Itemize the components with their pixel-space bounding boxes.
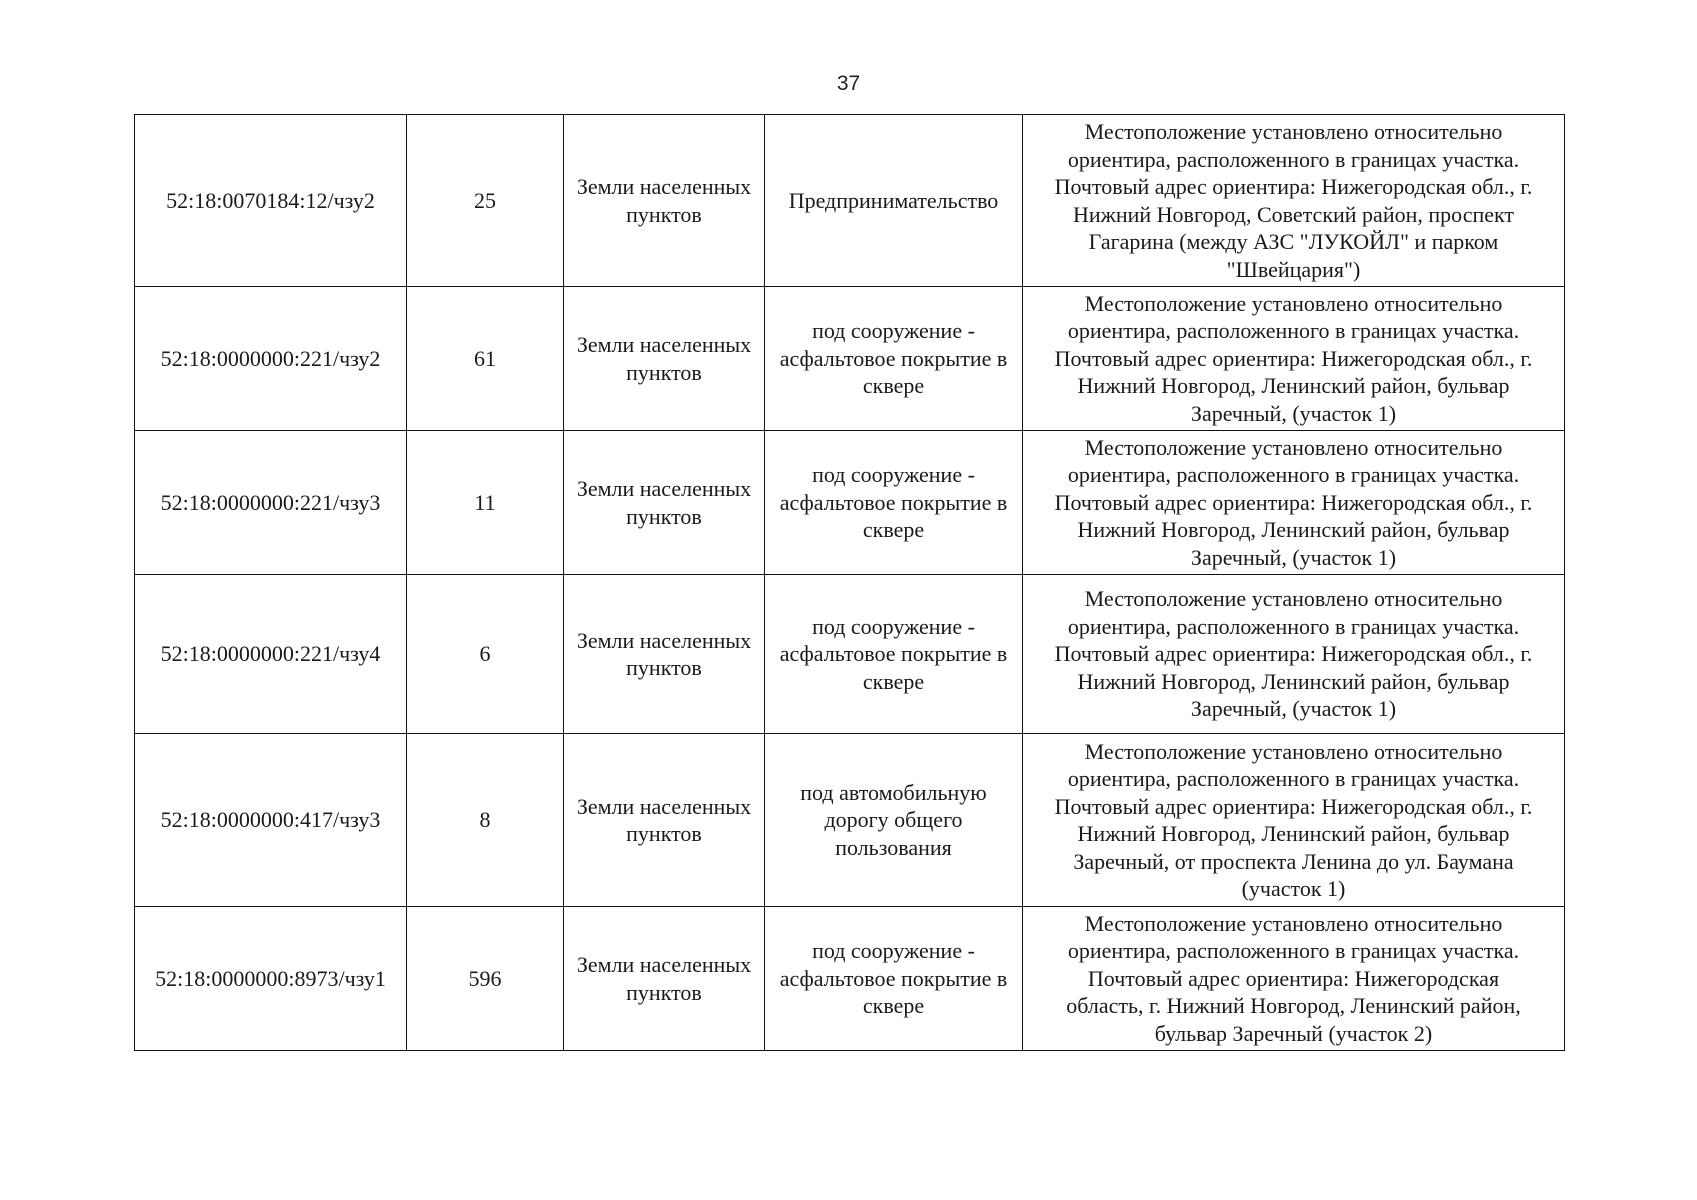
text-line: асфальтовое покрытие в (779, 345, 1008, 371)
text-line: асфальтовое покрытие в (779, 641, 1008, 667)
text-line: (участок 1) (1241, 876, 1346, 901)
text-line: бульвар Заречный (участок 2) (1154, 1020, 1433, 1046)
text-line: сквере (862, 668, 925, 694)
area-cell: 6 (407, 575, 564, 734)
location-cell (1023, 575, 1565, 734)
text-line: сквере (862, 373, 925, 399)
text-line: Земли населенных (576, 174, 752, 199)
text-line: Нижний Новгород, Ленинский район, бульвар (1077, 373, 1510, 399)
location-cell (1023, 907, 1565, 1051)
text-line: ориентира, расположенного в границах участка. (1067, 146, 1520, 172)
text-line: под автомобильную (800, 779, 987, 805)
text-line: Почтовый адрес ориентира: Нижегородская (1087, 965, 1500, 991)
text-line: Местоположение установлено относительно (1084, 586, 1503, 612)
land-plots-table (134, 114, 1565, 1051)
text-line: пунктов (626, 979, 702, 1005)
cadastral-number-cell: 52:18:0000000:221/чзу3 (135, 431, 407, 575)
text-line: Почтовый адрес ориентира: Нижегородская обл., г. (1054, 345, 1533, 371)
text-line: Заречный, (участок 1) (1190, 696, 1397, 722)
text-line: ориентира, расположенного в границах участка. (1067, 613, 1520, 639)
text-line: сквере (862, 517, 925, 543)
cadastral-number-cell: 52:18:0000000:221/чзу2 (135, 287, 407, 431)
text-line: ориентира, расположенного в границах участка. (1067, 462, 1520, 488)
text-line: Земли населенных (576, 952, 752, 977)
cadastral-number-cell: 52:18:0000000:417/чзу3 (135, 734, 407, 907)
text-line: ориентира, расположенного в границах участка. (1067, 318, 1520, 344)
table-row (135, 575, 1565, 734)
text-line: ориентира, расположенного в границах участка. (1067, 938, 1520, 964)
text-line: "Швейцария") (1226, 256, 1361, 282)
text-line: под сооружение - (812, 462, 975, 488)
location-cell (1023, 734, 1565, 907)
text-line: Почтовый адрес ориентира: Нижегородская обл., г. (1054, 793, 1533, 819)
text-line: Местоположение установлено относительно (1084, 738, 1503, 764)
text-line: асфальтовое покрытие в (779, 965, 1008, 991)
text-line: сквере (862, 993, 925, 1019)
table-row (135, 287, 1565, 431)
text-line: дорогу общего (824, 807, 963, 833)
permitted-use-cell (765, 907, 1023, 1051)
text-line: Земли населенных (576, 793, 752, 819)
land-category-cell (564, 734, 765, 907)
permitted-use-cell (765, 287, 1023, 431)
text-line: пунктов (626, 201, 702, 227)
land-category-cell (564, 575, 765, 734)
location-cell (1023, 115, 1565, 287)
text-line: Почтовый адрес ориентира: Нижегородская обл., г. (1054, 489, 1533, 515)
cadastral-number-cell: 52:18:0000000:221/чзу4 (135, 575, 407, 734)
text-line: под сооружение - (812, 938, 975, 964)
table-row (135, 431, 1565, 575)
text-line: Заречный, (участок 1) (1190, 400, 1397, 426)
permitted-use-cell (765, 734, 1023, 907)
text-line: Гагарина (между АЗС "ЛУКОЙЛ" и парком (1088, 229, 1499, 254)
area-cell: 8 (407, 734, 564, 907)
table-row (135, 907, 1565, 1051)
area-cell: 61 (407, 287, 564, 431)
text-line: Местоположение установлено относительно (1084, 434, 1503, 460)
text-line: под сооружение - (812, 613, 975, 639)
land-category-cell (564, 287, 765, 431)
text-line: пунктов (626, 503, 702, 529)
text-line: пунктов (626, 821, 702, 846)
text-line: область, г. Нижний Новгород, Ленинский район, (1066, 993, 1521, 1019)
text-line: Нижний Новгород, Советский район, проспект (1072, 201, 1515, 227)
text-line: асфальтовое покрытие в (779, 489, 1008, 515)
permitted-use-cell (765, 115, 1023, 287)
text-line: Земли населенных (576, 476, 752, 501)
text-line: пользования (835, 834, 952, 860)
area-cell: 11 (407, 431, 564, 575)
text-line: Нижний Новгород, Ленинский район, бульвар (1077, 821, 1510, 846)
permitted-use-cell (765, 431, 1023, 575)
cadastral-number-cell: 52:18:0070184:12/чзу2 (135, 115, 407, 287)
land-category-cell (564, 115, 765, 287)
table-row (135, 115, 1565, 287)
text-line: Почтовый адрес ориентира: Нижегородская обл., г. (1054, 641, 1533, 667)
text-line: Земли населенных (576, 332, 752, 357)
text-line: Заречный, (участок 1) (1190, 544, 1397, 570)
permitted-use-cell (765, 575, 1023, 734)
location-cell (1023, 431, 1565, 575)
text-line: Заречный, от проспекта Ленина до ул. Баумана (1073, 848, 1514, 874)
text-line: Нижний Новгород, Ленинский район, бульвар (1077, 668, 1510, 694)
text-line: пунктов (626, 655, 702, 680)
text-line: Местоположение установлено относительно (1084, 290, 1503, 316)
text-line: пунктов (626, 359, 702, 385)
table-row (135, 734, 1565, 907)
text-line: ориентира, расположенного в границах участка. (1067, 766, 1520, 791)
land-category-cell (564, 907, 765, 1051)
area-cell: 25 (407, 115, 564, 287)
text-line: Земли населенных (576, 627, 752, 653)
cadastral-number-cell: 52:18:0000000:8973/чзу1 (135, 907, 407, 1051)
text-line: Местоположение установлено относительно (1084, 910, 1503, 936)
location-cell (1023, 287, 1565, 431)
text-line: Местоположение установлено относительно (1084, 119, 1503, 144)
page-number: 37 (836, 72, 861, 95)
text-line: Предпринимательство (788, 187, 999, 213)
area-cell: 596 (407, 907, 564, 1051)
land-category-cell (564, 431, 765, 575)
text-line: под сооружение - (812, 318, 975, 344)
text-line: Почтовый адрес ориентира: Нижегородская обл., г. (1054, 174, 1533, 199)
text-line: Нижний Новгород, Ленинский район, бульвар (1077, 517, 1510, 543)
